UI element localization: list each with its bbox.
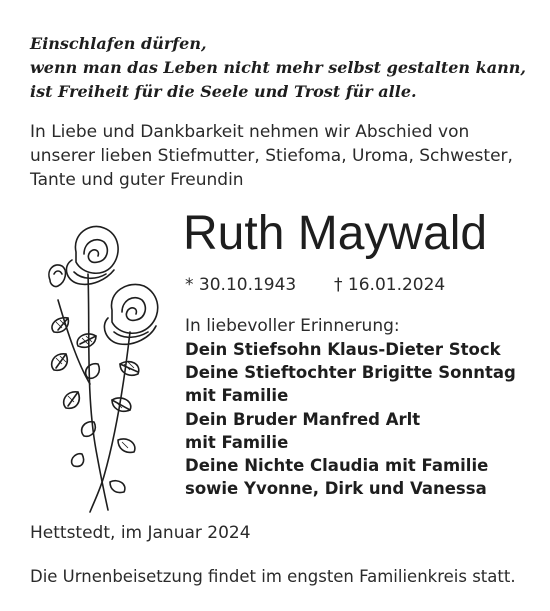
mourner-line: Deine Nichte Claudia mit Familie [185, 456, 489, 476]
mourner-line: Dein Stiefsohn Klaus-Dieter Stock [185, 340, 501, 359]
mourner-line: Dein Bruder Manfred Arlt [185, 409, 421, 429]
burial-note: Die Urnenbeisetzung findet im engsten Familienkreis statt. [30, 567, 516, 586]
mourner-line: mit Familie [185, 432, 289, 452]
life-dates [185, 273, 446, 297]
place-date: Hettstedt, im Januar 2024 [30, 523, 251, 543]
mourners-list [185, 338, 516, 500]
poem-line: ist Freiheit für die Seele und Trost für alle. [30, 82, 417, 101]
mourner-line: Deine Stieftochter Brigitte Sonntag [185, 363, 516, 383]
mourner-line: sowie Yvonne, Dirk und Vanessa [185, 479, 487, 499]
deceased-name: Ruth Maywald [183, 207, 488, 260]
roses-drawing-icon [38, 214, 170, 514]
mourner-line: mit Familie [185, 386, 289, 406]
poem [30, 32, 530, 104]
intro-line: In Liebe und Dankbarkeit nehmen wir Abschied von [30, 122, 470, 142]
intro-line: unserer lieben Stiefmutter, Stiefoma, Uroma, Schwester, [30, 146, 513, 166]
poem-line: Einschlafen dürfen, [30, 34, 207, 53]
birth-date: * 30.10.1943 [185, 275, 297, 295]
intro-text [30, 120, 530, 192]
death-date: † 16.01.2024 [334, 275, 446, 295]
memory-label: In liebevoller Erinnerung: [185, 316, 400, 336]
intro-line: Tante und guter Freundin [30, 170, 244, 190]
poem-line: wenn man das Leben nicht mehr selbst gestalten kann, [30, 58, 526, 77]
